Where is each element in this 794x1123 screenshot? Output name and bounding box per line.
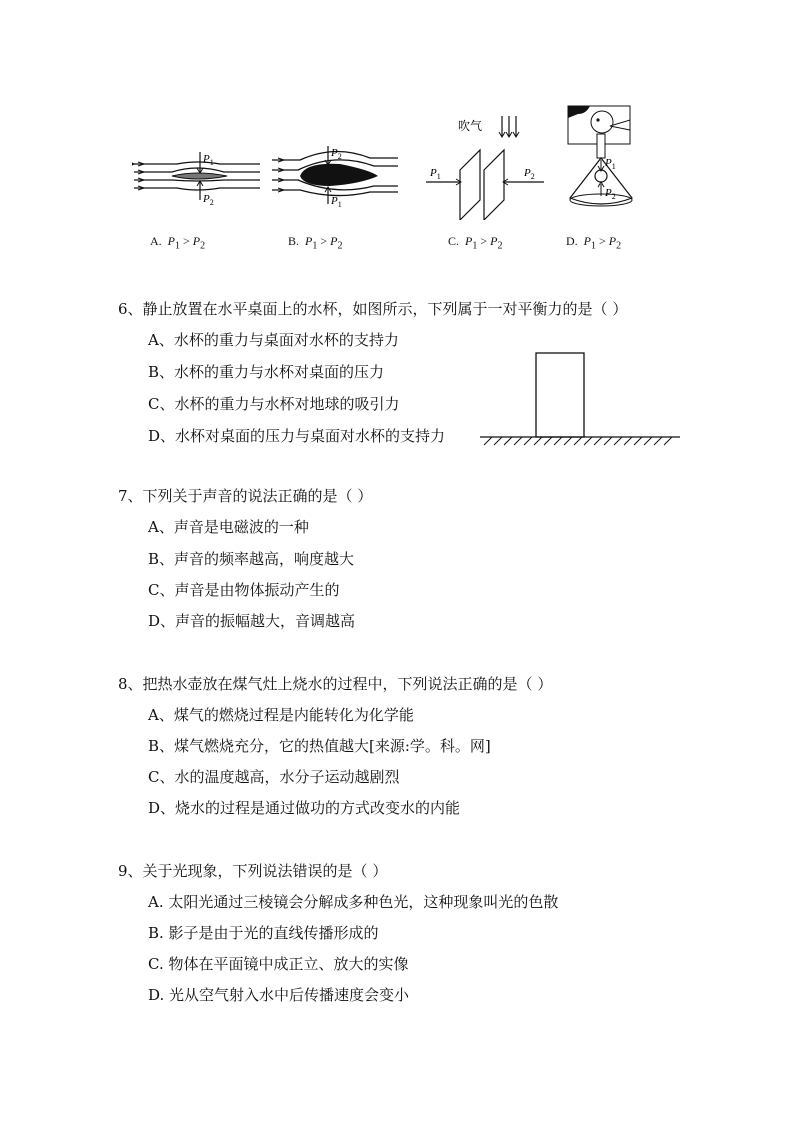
question-7-option-c: C、声音是由物体振动产生的 xyxy=(148,581,340,599)
figure-b xyxy=(270,100,400,252)
question-8-option-c: C、水的温度越高，水分子运动越剧烈 xyxy=(148,768,400,786)
question-6-option-c: C、水杯的重力与水杯对地球的吸引力 xyxy=(148,395,400,413)
svg-text:P2: $P_2$ xyxy=(605,187,616,201)
svg-text:P1: $P_1$ xyxy=(331,195,342,209)
figure-d-caption: D. $P_1 > P_2$ xyxy=(566,234,622,252)
question-8-option-a: A、煤气的燃烧过程是内能转化为化学能 xyxy=(148,706,414,724)
figure-a-diagram xyxy=(132,100,262,210)
figure-c-label: 吹气 xyxy=(458,119,483,133)
figure-a-caption: A. $P_1 > P_2$ xyxy=(150,234,206,252)
svg-text:P2: $P_2$ xyxy=(331,147,342,161)
figure-c-caption: C. $P_1 > P_2$ xyxy=(448,234,503,252)
figure-row xyxy=(120,100,680,260)
figure-b-caption: B. $P_1 > P_2$ xyxy=(288,234,343,252)
figure-c-diagram xyxy=(420,100,550,220)
figure-a xyxy=(132,100,262,252)
svg-text:P1: $P_1$ xyxy=(430,167,441,181)
figure-d xyxy=(560,100,670,252)
question-7-option-b: B、声音的频率越高，响度越大 xyxy=(148,550,355,568)
question-9-option-b: B. 影子是由于光的直线传播形成的 xyxy=(148,924,379,942)
cup-on-table-diagram xyxy=(480,345,680,450)
question-6-option-b: B、水杯的重力与水杯对桌面的压力 xyxy=(148,363,385,381)
question-7-stem: 7、下列关于声音的说法正确的是（ ） xyxy=(118,487,373,505)
figure-c xyxy=(420,100,550,252)
question-9-stem: 9、关于光现象，下列说法错误的是（ ） xyxy=(118,862,388,880)
question-7-option-a: A、声音是电磁波的一种 xyxy=(148,518,309,536)
question-8-option-d: D、烧水的过程是通过做功的方式改变水的内能 xyxy=(148,799,461,817)
svg-text:P1: $P_1$ xyxy=(605,157,616,171)
figure-b-diagram xyxy=(270,100,400,210)
svg-text:P1: $P_1$ xyxy=(203,153,214,167)
question-6-option-a: A、水杯的重力与桌面对水杯的支持力 xyxy=(148,331,399,349)
question-9-option-c: C. 物体在平面镜中成正立、放大的实像 xyxy=(148,955,409,973)
figure-d-diagram xyxy=(560,100,670,225)
question-6-option-d: D、水杯对桌面的压力与桌面对水杯的支持力 xyxy=(148,427,446,445)
svg-text:P2: $P_2$ xyxy=(203,193,214,207)
question-8-option-b: B、煤气燃烧充分，它的热值越大[来源:学。科。网] xyxy=(148,737,491,755)
question-9-option-d: D. 光从空气射入水中后传播速度会变小 xyxy=(148,986,410,1004)
question-9-option-a: A. 太阳光通过三棱镜会分解成多种色光，这种现象叫光的色散 xyxy=(148,893,559,911)
cup-on-table-figure xyxy=(480,345,680,454)
svg-text:P2: $P_2$ xyxy=(524,167,535,181)
question-7-option-d: D、声音的振幅越大，音调越高 xyxy=(148,612,356,630)
question-6-stem: 6、静止放置在水平桌面上的水杯，如图所示，下列属于一对平衡力的是（ ） xyxy=(118,300,628,318)
question-8-stem: 8、把热水壶放在煤气灶上烧水的过程中，下列说法正确的是（ ） xyxy=(118,675,553,693)
